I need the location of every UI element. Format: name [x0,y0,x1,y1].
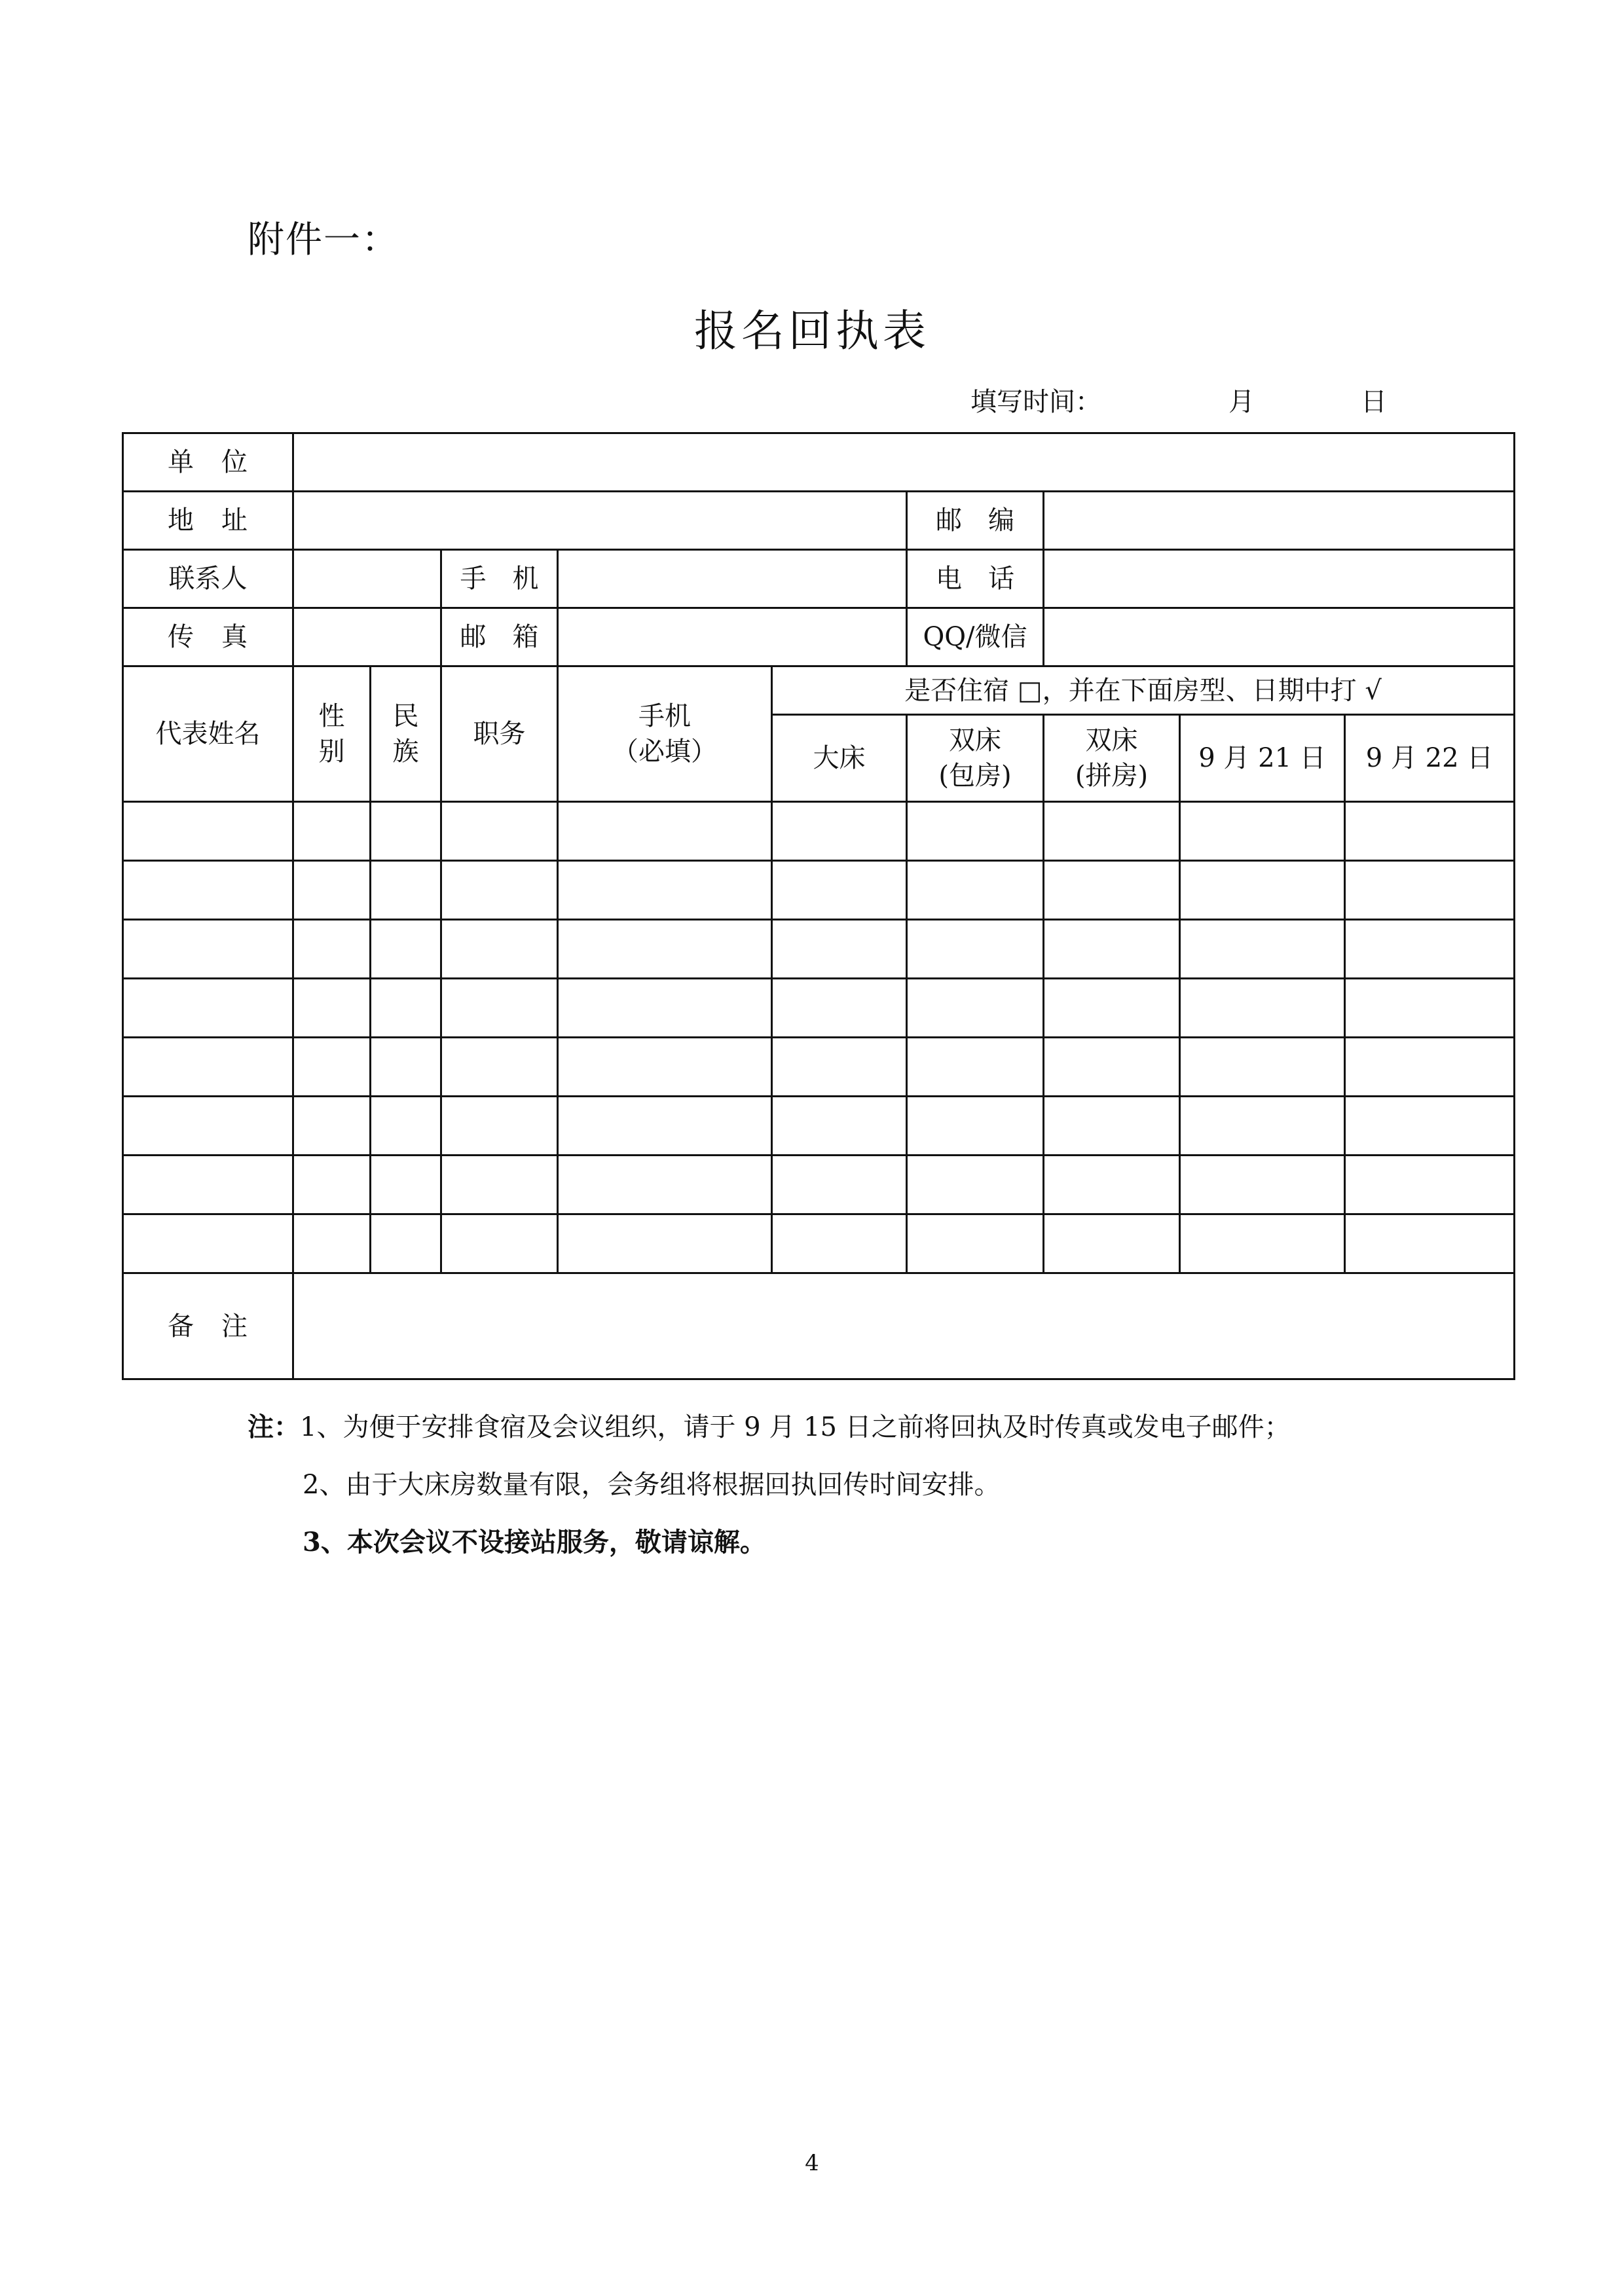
roster-cell-twin-private[interactable] [907,979,1044,1038]
phone-field[interactable] [1044,550,1515,608]
roster-cell-twin-shared[interactable] [1044,802,1180,861]
col-header-date-21: 9 月 21 日 [1180,715,1345,802]
table-row [123,802,1515,861]
roster-cell-date-21[interactable] [1180,1156,1345,1214]
roster-cell-name[interactable] [123,861,293,920]
roster-cell-date-21[interactable] [1180,979,1345,1038]
roster-cell-mobile[interactable] [558,1038,772,1097]
col-header-twin-shared-line2: (拼房) [1075,761,1149,791]
unit-field[interactable] [293,433,1515,492]
roster-cell-mobile[interactable] [558,979,772,1038]
col-header-ethnicity [371,666,441,802]
roster-cell-name[interactable] [123,1214,293,1273]
roster-cell-twin-shared[interactable] [1044,1214,1180,1273]
note-3: 3、本次会议不设接站服务，敬请谅解。 [303,1527,766,1558]
registration-table [122,432,1515,1380]
roster-cell-date-22[interactable] [1345,1214,1515,1273]
roster-cell-name[interactable] [123,979,293,1038]
col-header-twin-private [907,715,1044,802]
roster-cell-twin-private[interactable] [907,920,1044,979]
roster-cell-gender[interactable] [293,1038,371,1097]
roster-cell-position[interactable] [441,802,558,861]
roster-cell-gender[interactable] [293,1156,371,1214]
fax-field[interactable] [293,608,441,666]
notes-prefix: 注： [248,1412,300,1442]
roster-cell-king-bed[interactable] [772,1214,907,1273]
col-header-mobile-line2: （必填） [612,737,717,767]
roster-cell-mobile[interactable] [558,920,772,979]
col-header-mobile [558,666,772,802]
roster-cell-position[interactable] [441,1214,558,1273]
page-title: 报名回执表 [694,306,930,356]
col-header-king-bed: 大床 [772,715,907,802]
roster-cell-ethnicity[interactable] [371,861,441,920]
col-header-twin-private-line1: 双床 [949,725,1001,756]
roster-cell-date-22[interactable] [1345,1156,1515,1214]
roster-cell-gender[interactable] [293,979,371,1038]
roster-cell-date-21[interactable] [1180,1038,1345,1097]
qq-wechat-label: QQ/微信 [907,608,1044,666]
roster-cell-ethnicity[interactable] [371,1214,441,1273]
remarks-field[interactable] [293,1273,1515,1379]
attachment-label: 附件一： [248,219,399,261]
roster-cell-date-22[interactable] [1345,861,1515,920]
roster-cell-name[interactable] [123,1038,293,1097]
note-2: 2、由于大床房数量有限，会务组将根据回执回传时间安排。 [303,1470,1001,1500]
roster-cell-date-22[interactable] [1345,920,1515,979]
contact-label: 联系人 [123,550,293,608]
roster-cell-gender[interactable] [293,1214,371,1273]
roster-cell-twin-shared[interactable] [1044,1038,1180,1097]
roster-cell-date-21[interactable] [1180,1097,1345,1156]
roster-cell-name[interactable] [123,1097,293,1156]
roster-cell-twin-private[interactable] [907,861,1044,920]
table-row [123,1038,1515,1097]
roster-rows [123,802,1515,1273]
col-header-twin-private-line2: (包房) [938,761,1012,791]
roster-cell-name[interactable] [123,1156,293,1214]
col-header-twin-shared [1044,715,1180,802]
roster-cell-name[interactable] [123,920,293,979]
roster-cell-king-bed[interactable] [772,1038,907,1097]
roster-cell-ethnicity[interactable] [371,979,441,1038]
table-row [123,920,1515,979]
roster-cell-ethnicity[interactable] [371,1156,441,1214]
roster-cell-date-22[interactable] [1345,802,1515,861]
col-header-ethnicity-line2: 族 [392,737,419,767]
roster-cell-position[interactable] [441,1156,558,1214]
table-row [123,979,1515,1038]
roster-cell-twin-shared[interactable] [1044,1156,1180,1214]
roster-cell-twin-private[interactable] [907,1038,1044,1097]
roster-cell-ethnicity[interactable] [371,920,441,979]
roster-cell-position[interactable] [441,979,558,1038]
roster-cell-mobile[interactable] [558,1156,772,1214]
roster-cell-gender[interactable] [293,1097,371,1156]
lodging-header: 是否住宿 □，并在下面房型、日期中打 √ [772,666,1515,715]
roster-cell-date-21[interactable] [1180,920,1345,979]
roster-cell-king-bed[interactable] [772,861,907,920]
roster-cell-position[interactable] [441,861,558,920]
page-number: 4 [805,2150,819,2176]
table-row [123,1097,1515,1156]
roster-cell-king-bed[interactable] [772,920,907,979]
col-header-ethnicity-line1: 民 [392,701,419,731]
roster-cell-position[interactable] [441,1038,558,1097]
roster-cell-ethnicity[interactable] [371,1038,441,1097]
qq-wechat-field[interactable] [1044,608,1515,666]
col-header-twin-shared-line1: 双床 [1085,725,1138,756]
table-row [123,861,1515,920]
unit-label: 单 位 [123,433,293,492]
col-header-name: 代表姓名 [123,666,293,802]
roster-cell-position[interactable] [441,920,558,979]
col-header-mobile-line1: 手机 [638,701,691,731]
table-row [123,1214,1515,1273]
roster-cell-ethnicity[interactable] [371,802,441,861]
col-header-position: 职务 [441,666,558,802]
contact-field[interactable] [293,550,441,608]
day-label: 日 [1361,387,1387,417]
email-field[interactable] [558,608,907,666]
month-label: 月 [1228,387,1255,417]
roster-cell-king-bed[interactable] [772,802,907,861]
address-label: 地 址 [123,492,293,550]
roster-cell-ethnicity[interactable] [371,1097,441,1156]
roster-cell-mobile[interactable] [558,1097,772,1156]
roster-cell-date-22[interactable] [1345,1097,1515,1156]
roster-cell-date-22[interactable] [1345,979,1515,1038]
roster-cell-twin-shared[interactable] [1044,979,1180,1038]
remarks-label: 备 注 [123,1273,293,1379]
email-label: 邮 箱 [441,608,558,666]
roster-cell-name[interactable] [123,802,293,861]
fill-time-label: 填写时间： [970,387,1101,417]
fax-label: 传 真 [123,608,293,666]
table-row [123,1156,1515,1214]
col-header-gender [293,666,371,802]
roster-cell-twin-private[interactable] [907,1214,1044,1273]
postcode-field[interactable] [1044,492,1515,550]
mobile-label: 手 机 [441,550,558,608]
roster-cell-date-21[interactable] [1180,1214,1345,1273]
roster-cell-king-bed[interactable] [772,1097,907,1156]
note-1 [248,1406,1291,1444]
roster-cell-twin-shared[interactable] [1044,1097,1180,1156]
roster-cell-mobile[interactable] [558,802,772,861]
col-header-date-22: 9 月 22 日 [1345,715,1515,802]
roster-cell-twin-shared[interactable] [1044,861,1180,920]
roster-cell-date-22[interactable] [1345,1038,1515,1097]
roster-cell-gender[interactable] [293,802,371,861]
roster-cell-mobile[interactable] [558,861,772,920]
roster-cell-date-21[interactable] [1180,802,1345,861]
postcode-label: 邮 编 [907,492,1044,550]
col-header-gender-line1: 性 [318,701,345,731]
address-field[interactable] [293,492,907,550]
roster-cell-twin-private[interactable] [907,802,1044,861]
mobile-field[interactable] [558,550,907,608]
note-1-text: 1、为便于安排食宿及会议组织，请于 9 月 15 日之前将回执及时传真或发电子邮件； [300,1412,1291,1442]
roster-cell-twin-private[interactable] [907,1156,1044,1214]
phone-label: 电 话 [907,550,1044,608]
roster-cell-twin-shared[interactable] [1044,920,1180,979]
roster-cell-king-bed[interactable] [772,979,907,1038]
roster-cell-king-bed[interactable] [772,1156,907,1214]
roster-cell-gender[interactable] [293,861,371,920]
roster-cell-gender[interactable] [293,920,371,979]
roster-cell-twin-private[interactable] [907,1097,1044,1156]
roster-cell-position[interactable] [441,1097,558,1156]
roster-cell-date-21[interactable] [1180,861,1345,920]
roster-cell-mobile[interactable] [558,1214,772,1273]
col-header-gender-line2: 别 [318,737,345,767]
